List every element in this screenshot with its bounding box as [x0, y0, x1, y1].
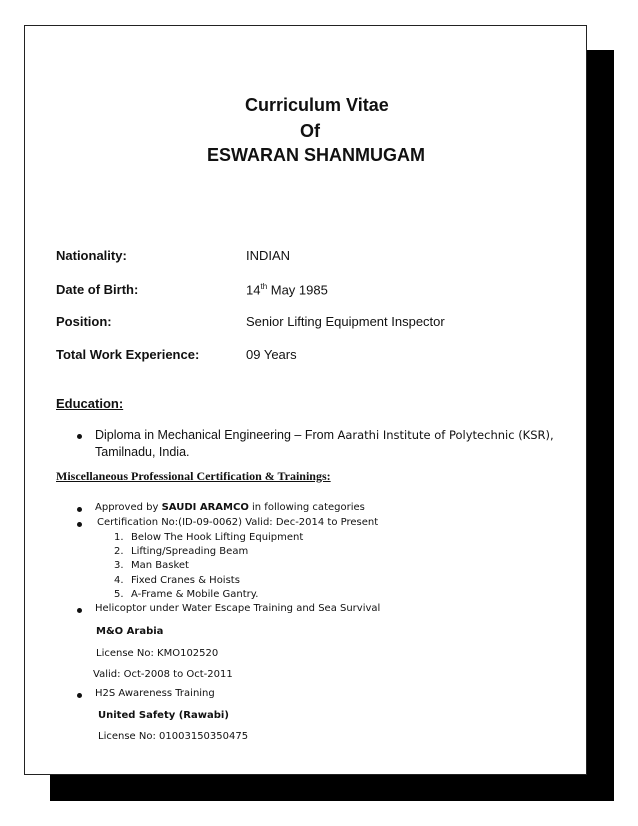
bullet-icon — [77, 507, 82, 512]
education-heading: Education: — [56, 396, 124, 411]
category-number: 2. — [114, 546, 124, 557]
dob-label: Date of Birth: — [56, 282, 139, 297]
position-label: Position: — [56, 314, 112, 329]
category-item: Man Basket — [131, 560, 189, 571]
nationality-value: INDIAN — [246, 248, 291, 263]
position-value: Senior Lifting Equipment Inspector — [246, 314, 445, 329]
category-item: Fixed Cranes & Hoists — [131, 575, 240, 586]
united-safety-org: United Safety (Rawabi) — [98, 710, 229, 721]
category-item: Below The Hook Lifting Equipment — [131, 532, 304, 543]
approved-line: Approved by SAUDI ARAMCO in following categories — [95, 502, 365, 513]
category-number: 1. — [114, 532, 124, 543]
bullet-icon — [77, 522, 82, 527]
candidate-name: ESWARAN SHANMUGAM — [207, 145, 425, 165]
title-line-2: Of — [300, 121, 320, 141]
mo-arabia-license: License No: KMO102520 — [96, 648, 219, 659]
mo-arabia-valid: Valid: Oct-2008 to Oct-2011 — [93, 669, 233, 680]
misc-heading: Miscellaneous Professional Certification & Trainings: — [56, 469, 331, 483]
dob-value: 14th May 1985 — [246, 282, 328, 298]
nationality-label: Nationality: — [56, 248, 127, 263]
bullet-icon — [77, 693, 82, 698]
mo-arabia-org: M&O Arabia — [96, 626, 164, 637]
bullet-icon — [77, 434, 82, 439]
education-item: Diploma in Mechanical Engineering – From Aarathi Institute of Polytechnic (KSR), — [95, 428, 554, 442]
experience-value: 09 Years — [246, 347, 297, 362]
helicopter-training: Helicoptor under Water Escape Training and Sea Survival — [95, 603, 381, 614]
h2s-training: H2S Awareness Training — [95, 688, 215, 699]
bullet-icon — [77, 608, 82, 613]
title-line-1: Curriculum Vitae — [245, 95, 389, 115]
category-number: 4. — [114, 575, 124, 586]
certification-line: Certification No:(ID-09-0062) Valid: Dec-2014 to Present — [97, 517, 379, 528]
category-item: A-Frame & Mobile Gantry. — [131, 589, 259, 600]
united-safety-license: License No: 01003150350475 — [98, 731, 249, 742]
category-number: 3. — [114, 560, 124, 571]
category-item: Lifting/Spreading Beam — [131, 546, 249, 557]
education-item-line2: Tamilnadu, India. — [95, 445, 190, 459]
experience-label: Total Work Experience: — [56, 347, 200, 362]
category-number: 5. — [114, 589, 124, 600]
